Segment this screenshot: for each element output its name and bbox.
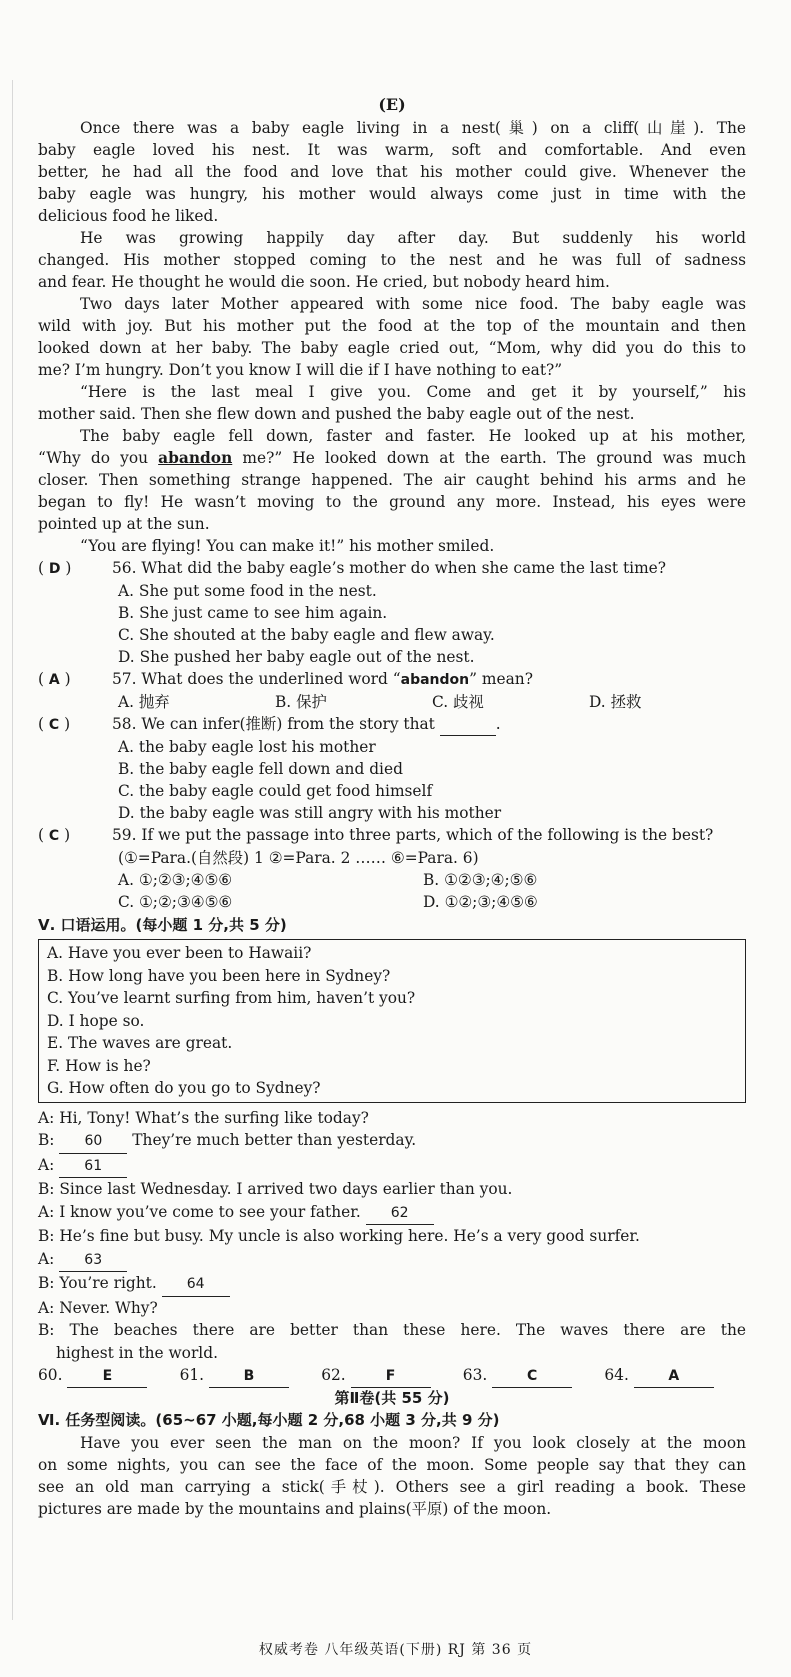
- q56-option-c: C. She shouted at the baby eagle and flew away.: [118, 626, 495, 644]
- q58-option-b: B. the baby eagle fell down and died: [118, 760, 403, 778]
- s5-option-c: C. You’ve learnt surfing from him, haven’t you?: [47, 989, 416, 1007]
- blank-60: 60: [59, 1130, 127, 1154]
- paragraph-3-line-4: [38, 359, 746, 381]
- dialogue-line-3: [38, 1154, 746, 1179]
- p5-line2-post: me?” He looked down at the earth. The ground was much: [232, 449, 747, 467]
- q57-option-c: C. 歧视: [432, 693, 484, 711]
- s5-option-f: F. How is he?: [47, 1056, 151, 1075]
- s6-line-4: [38, 1498, 746, 1520]
- s6-line-3: [38, 1476, 746, 1498]
- paragraph-4-line-1: [38, 381, 746, 403]
- s6-line-1: [38, 1432, 746, 1454]
- paragraph-text: Once there was a baby eagle living in a nest(巢) on a cliff(山崖). The: [80, 119, 746, 137]
- dialogue-line-9: A: Never. Why?: [38, 1298, 158, 1317]
- answer-number: 64.: [604, 1366, 629, 1384]
- paragraph-1-line-5: [38, 205, 746, 227]
- paragraph-3-line-2: [38, 315, 746, 337]
- p5-line2-pre: “Why do you: [38, 449, 159, 467]
- question-57-word: abandon: [400, 672, 470, 688]
- q58-option-a: A. the baby eagle lost his mother: [118, 738, 376, 756]
- section-5-options-box: [38, 939, 746, 1103]
- answer-paren-57: ( A ): [38, 670, 71, 688]
- answer-letter: A: [634, 1365, 714, 1388]
- s6-line-1-text: Have you ever seen the man on the moon? If you look closely at the moon: [80, 1434, 746, 1452]
- s6-line-2-text: on some nights, you can see the face of the moon. Some people say that they can: [38, 1456, 746, 1474]
- dialogue-line-6: B: He’s fine but busy. My uncle is also working here. He’s a very good surfer.: [38, 1227, 640, 1245]
- answer-paren-56: ( D ): [38, 559, 72, 577]
- paragraph-2-line-3: [38, 271, 746, 293]
- q58-option-c: C. the baby eagle could get food himself: [118, 782, 433, 800]
- q56-option-b: B. She just came to see him again.: [118, 604, 388, 622]
- answer-56: D: [48, 561, 61, 577]
- page-footer: 权威考卷 八年级英语(下册) RJ 第 36 页: [258, 1642, 533, 1658]
- answers-row: [38, 1364, 746, 1388]
- q57-option-d: D. 拯救: [589, 693, 642, 711]
- d2-text: They’re much better than yesterday.: [127, 1131, 417, 1149]
- question-56-stem: 56. What did the baby eagle’s mother do when she came the last time?: [112, 559, 667, 577]
- q59-options-row-1: [38, 869, 746, 891]
- s5-option-g: G. How often do you go to Sydney?: [47, 1079, 321, 1097]
- dialogue-line-4: B: Since last Wednesday. I arrived two days earlier than you.: [38, 1180, 513, 1198]
- q58-option-d: D. the baby eagle was still angry with his mother: [118, 804, 502, 822]
- answer-letter: B: [209, 1365, 289, 1388]
- paragraph-text: He was growing happily day after day. But suddenly his world: [80, 229, 746, 247]
- dialogue-line-5: [38, 1201, 746, 1226]
- answer-paren-59: ( C ): [38, 826, 71, 844]
- paragraph-text: Two days later Mother appeared with some nice food. The baby eagle was: [80, 295, 746, 313]
- s6-line-3-text: see an old man carrying a stick(手杖). Others see a girl reading a book. These: [38, 1478, 746, 1496]
- s6-line-4-text: pictures are made by the mountains and plains(平原) of the moon.: [38, 1500, 552, 1518]
- d3-speaker: A:: [38, 1155, 60, 1174]
- paragraph-1-line-1: [38, 117, 746, 139]
- q56-option-a: A. She put some food in the nest.: [118, 582, 377, 600]
- answer-item-61: [180, 1364, 322, 1388]
- answer-58: C: [48, 717, 60, 733]
- worksheet-page: [38, 93, 746, 1520]
- answer-number: 62.: [321, 1366, 346, 1384]
- paragraph-6: [38, 535, 746, 557]
- d2-speaker: B:: [38, 1131, 60, 1149]
- q56-option-d: D. She pushed her baby eagle out of the nest.: [118, 648, 475, 666]
- answer-item-60: [38, 1364, 180, 1388]
- dialogue-line-10b: highest in the world.: [56, 1343, 218, 1362]
- q57-options: [38, 691, 746, 713]
- paragraph-2-line-2: [38, 249, 746, 271]
- answer-letter: F: [351, 1365, 431, 1388]
- dialogue-line-2: [38, 1129, 746, 1154]
- paragraph-text: baby eagle loved his nest. It was warm, soft and comfortable. And even: [38, 141, 746, 159]
- paragraph-5-line-1: [38, 425, 746, 447]
- d7-speaker: A:: [38, 1249, 60, 1268]
- answer-item-64: [604, 1364, 746, 1388]
- paragraph-3-line-3: [38, 337, 746, 359]
- section-6-heading: Ⅵ. 任务型阅读。(65~67 小题,每小题 2 分,68 小题 3 分,共 9 分): [38, 1411, 500, 1429]
- question-59-stem: 59. If we put the passage into three parts, which of the following is the best?: [112, 826, 714, 844]
- paragraph-4-line-2: [38, 403, 746, 425]
- dialogue-line-7: [38, 1248, 746, 1273]
- p5-line5-text: pointed up at the sun.: [38, 515, 210, 533]
- p5-line1-text: The baby eagle fell down, faster and faster. He looked up at his mother,: [80, 427, 746, 445]
- answer-letter: C: [492, 1365, 572, 1388]
- answer-item-63: [463, 1364, 605, 1388]
- s6-line-2: [38, 1454, 746, 1476]
- paragraph-text: baby eagle was hungry, his mother would always come just in time with the: [38, 185, 746, 203]
- answer-57: A: [48, 672, 60, 688]
- paragraph-text: “Here is the last meal I give you. Come and get it by yourself,” his: [80, 383, 746, 401]
- s5-option-d: D. I hope so.: [47, 1011, 145, 1030]
- underlined-word-abandon: abandon: [158, 449, 233, 467]
- q59-option-a: A. ①;②③;④⑤⑥: [118, 871, 233, 889]
- passage-label: (E): [378, 95, 406, 114]
- paragraph-1-line-3: [38, 161, 746, 183]
- question-58-blank: [440, 713, 496, 736]
- paragraph-text: better, he had all the food and love that his mother could give. Whenever the: [38, 163, 746, 181]
- d8-text: B: You’re right.: [38, 1274, 162, 1292]
- question-58-stem-post: .: [495, 715, 501, 733]
- answer-59: C: [48, 828, 60, 844]
- paragraph-1-line-4: [38, 183, 746, 205]
- p5-line4-text: began to fly! He wasn’t moving to the ground any more. Instead, his eyes were: [38, 493, 746, 511]
- blank-61: 61: [59, 1155, 127, 1179]
- q59-option-b: B. ①②③;④;⑤⑥: [423, 871, 538, 889]
- dialogue-line-1: A: Hi, Tony! What’s the surfing like today?: [38, 1108, 369, 1127]
- answer-paren-58: ( C ): [38, 715, 71, 733]
- paragraph-text: delicious food he liked.: [38, 207, 219, 225]
- part-2-heading: 第Ⅱ卷(共 55 分): [334, 1389, 450, 1407]
- dialogue-line-10a: [38, 1319, 746, 1342]
- answer-number: 61.: [179, 1366, 205, 1384]
- passage-body: [38, 117, 746, 425]
- s5-option-a: A. Have you ever been to Hawaii?: [47, 944, 312, 962]
- answer-item-62: [321, 1364, 463, 1388]
- paragraph-5-line-5: [38, 513, 746, 535]
- q59-option-c: C. ①;②;③④⑤⑥: [118, 893, 233, 911]
- p5-line3-text: closer. Then something strange happened. The air caught behind his arms and he: [38, 471, 746, 489]
- blank-63: 63: [59, 1249, 127, 1273]
- paragraph-text: mother said. Then she flew down and pushed the baby eagle out of the nest.: [38, 405, 635, 423]
- paragraph-1-line-2: [38, 139, 746, 161]
- question-59: [38, 824, 746, 847]
- paragraph-5-line-4: [38, 491, 746, 513]
- s5-option-b: B. How long have you been here in Sydney?: [47, 966, 391, 985]
- paragraph-3-line-1: [38, 293, 746, 315]
- d5-text: A: I know you’ve come to see your father.: [38, 1202, 366, 1221]
- binding-margin-line: [12, 80, 13, 1620]
- paragraph-5-line-3: [38, 469, 746, 491]
- question-58: [38, 713, 746, 736]
- q57-option-b: B. 保护: [275, 693, 327, 711]
- dialogue-line-8: [38, 1272, 746, 1297]
- paragraph-text: wild with joy. But his mother put the food at the top of the mountain and then: [38, 317, 746, 335]
- blank-64: 64: [162, 1273, 230, 1297]
- question-57: [38, 668, 746, 691]
- question-56: [38, 557, 746, 580]
- paragraph-2-line-1: [38, 227, 746, 249]
- section-5-heading: Ⅴ. 口语运用。(每小题 1 分,共 5 分): [38, 916, 287, 934]
- question-57-stem-post: ” mean?: [469, 670, 533, 688]
- p6-text: “You are flying! You can make it!” his mother smiled.: [80, 537, 495, 555]
- q59-note: (①=Para.(自然段) 1 ②=Para. 2 …… ⑥=Para. 6): [118, 849, 479, 867]
- q57-option-a: A. 抛弃: [118, 693, 170, 711]
- question-57-stem-pre: 57. What does the underlined word “: [112, 670, 401, 688]
- paragraph-text: changed. His mother stopped coming to the nest and he was full of sadness: [38, 251, 746, 269]
- s5-option-e: E. The waves are great.: [47, 1034, 233, 1052]
- answer-number: 63.: [462, 1366, 488, 1384]
- answer-letter: E: [67, 1365, 147, 1388]
- paragraph-text: me? I’m hungry. Don’t you know I will die if I have nothing to eat?”: [38, 361, 563, 379]
- blank-62: 62: [366, 1202, 434, 1226]
- paragraph-text: and fear. He thought he would die soon. He cried, but nobody heard him.: [38, 273, 610, 291]
- paragraph-text: looked down at her baby. The baby eagle cried out, “Mom, why did you do this to: [38, 339, 746, 357]
- q59-option-d: D. ①②;③;④⑤⑥: [423, 893, 538, 911]
- d10a-text: B: The beaches there are better than these here. The waves there are the: [38, 1321, 746, 1339]
- question-58-stem-pre: 58. We can infer(推断) from the story that: [112, 715, 440, 733]
- answer-number: 60.: [38, 1366, 63, 1384]
- paragraph-5-line-2: [38, 447, 746, 469]
- q59-options-row-2: [38, 891, 746, 913]
